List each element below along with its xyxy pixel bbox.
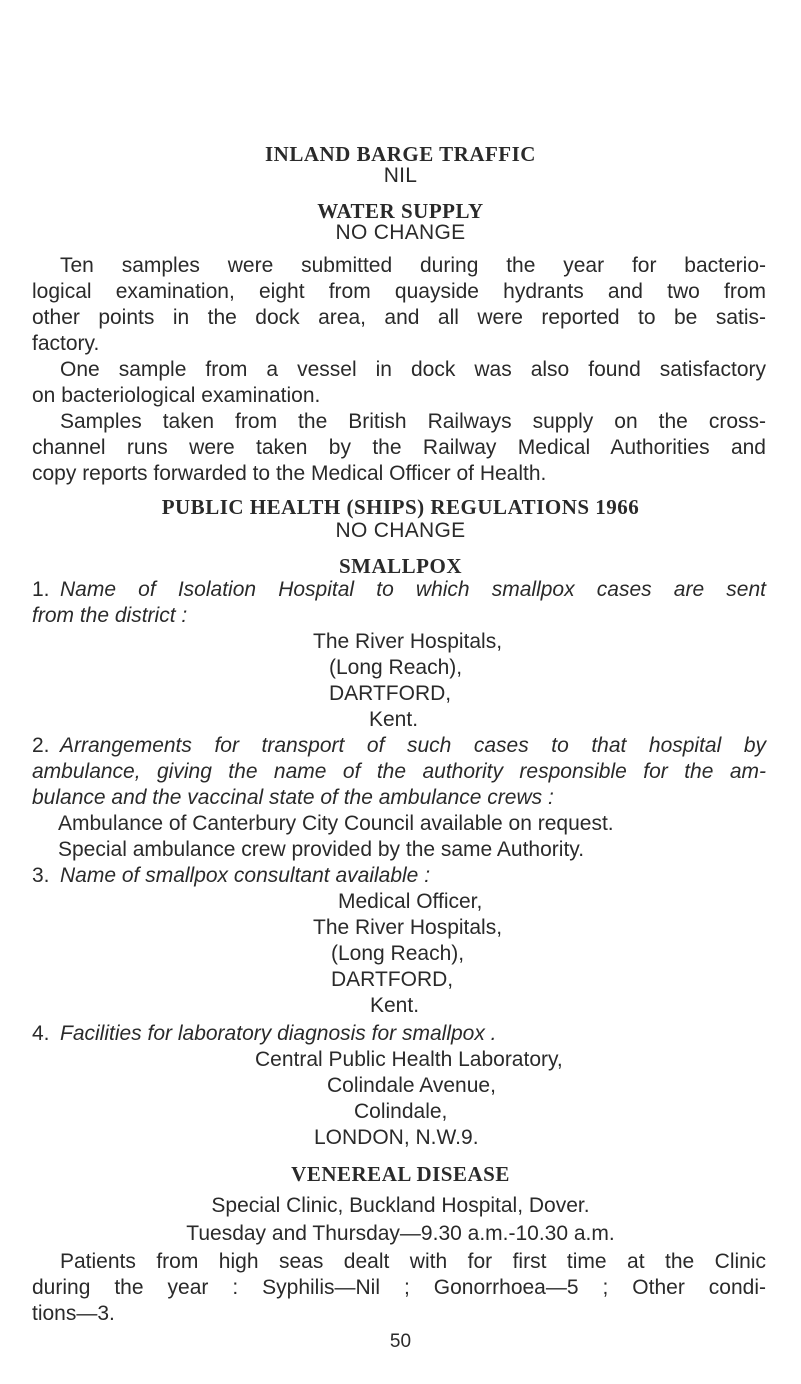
- address-line: (Long Reach),: [329, 656, 463, 679]
- inland-barge-heading: INLAND BARGE TRAFFIC: [265, 142, 536, 166]
- question-number: 1.: [32, 578, 50, 601]
- venereal-disease-heading: VENEREAL DISEASE: [291, 1162, 510, 1186]
- regulations-heading: PUBLIC HEALTH (SHIPS) REGULATIONS 1966: [161, 495, 640, 519]
- answer-line: Special ambulance crew provided by the same Authority.: [58, 838, 585, 861]
- question-number: 4.: [32, 1022, 50, 1045]
- answer-line: Ambulance of Canterbury City Council available on request.: [58, 812, 614, 835]
- address-line: Central Public Health Laboratory,: [255, 1048, 563, 1071]
- paragraph-line: on bacteriological examination.: [32, 384, 321, 407]
- question-number: 2.: [32, 734, 50, 757]
- address-line: LONDON, N.W.9.: [314, 1126, 479, 1149]
- paragraph-line: channel runs were taken by the Railway Medical Authorities and: [32, 436, 766, 459]
- paragraph-line: Samples taken from the British Railways supply on the cross-: [60, 410, 766, 433]
- question-line: Facilities for laboratory diagnosis for smallpox .: [60, 1022, 497, 1045]
- address-line: Colindale,: [354, 1100, 448, 1123]
- smallpox-heading: SMALLPOX: [338, 554, 462, 578]
- paragraph-line: Patients from high seas dealt with for first time at the Clinic: [60, 1250, 766, 1273]
- paragraph-line: tions—3.: [32, 1302, 115, 1325]
- question-line: ambulance, giving the name of the authority responsible for the am-: [32, 760, 766, 783]
- clinic-hours: Tuesday and Thursday—9.30 a.m.-10.30 a.m.: [186, 1222, 615, 1245]
- address-line: DARTFORD,: [331, 968, 454, 991]
- address-line: DARTFORD,: [329, 682, 452, 705]
- clinic-location: Special Clinic, Buckland Hospital, Dover.: [211, 1194, 590, 1217]
- question-number: 3.: [32, 864, 50, 887]
- address-line: Colindale Avenue,: [327, 1074, 496, 1097]
- question-line: Arrangements for transport of such cases to that hospital by: [60, 734, 766, 757]
- address-line: The River Hospitals,: [313, 916, 503, 939]
- address-line: Kent.: [370, 994, 420, 1017]
- address-line: (Long Reach),: [331, 942, 465, 965]
- address-line: The River Hospitals,: [313, 630, 503, 653]
- regulations-status: NO CHANGE: [335, 519, 466, 542]
- paragraph-line: Ten samples were submitted during the year for bacterio-: [60, 254, 766, 277]
- paragraph-line: copy reports forwarded to the Medical Officer of Health.: [32, 462, 547, 485]
- question-line: from the district :: [32, 604, 188, 627]
- address-line: Medical Officer,: [338, 890, 483, 913]
- page-number: 50: [389, 1331, 412, 1352]
- paragraph-line: One sample from a vessel in dock was also found satisfactory: [60, 358, 766, 381]
- question-line: Name of Isolation Hospital to which smallpox cases are sent: [60, 578, 766, 601]
- inland-barge-status: NIL: [383, 164, 418, 187]
- question-line: Name of smallpox consultant available :: [60, 864, 431, 887]
- paragraph-line: logical examination, eight from quayside hydrants and two from: [32, 280, 766, 303]
- paragraph-line: factory.: [32, 332, 100, 355]
- water-supply-status: NO CHANGE: [335, 221, 466, 244]
- address-line: Kent.: [369, 708, 419, 731]
- question-line: bulance and the vaccinal state of the ambulance crews :: [32, 786, 554, 809]
- paragraph-line: during the year : Syphilis—Nil ; Gonorrhoea—5 ; Other condi-: [32, 1276, 766, 1299]
- water-supply-heading: WATER SUPPLY: [317, 199, 484, 223]
- paragraph-line: other points in the dock area, and all were reported to be satis-: [32, 306, 766, 329]
